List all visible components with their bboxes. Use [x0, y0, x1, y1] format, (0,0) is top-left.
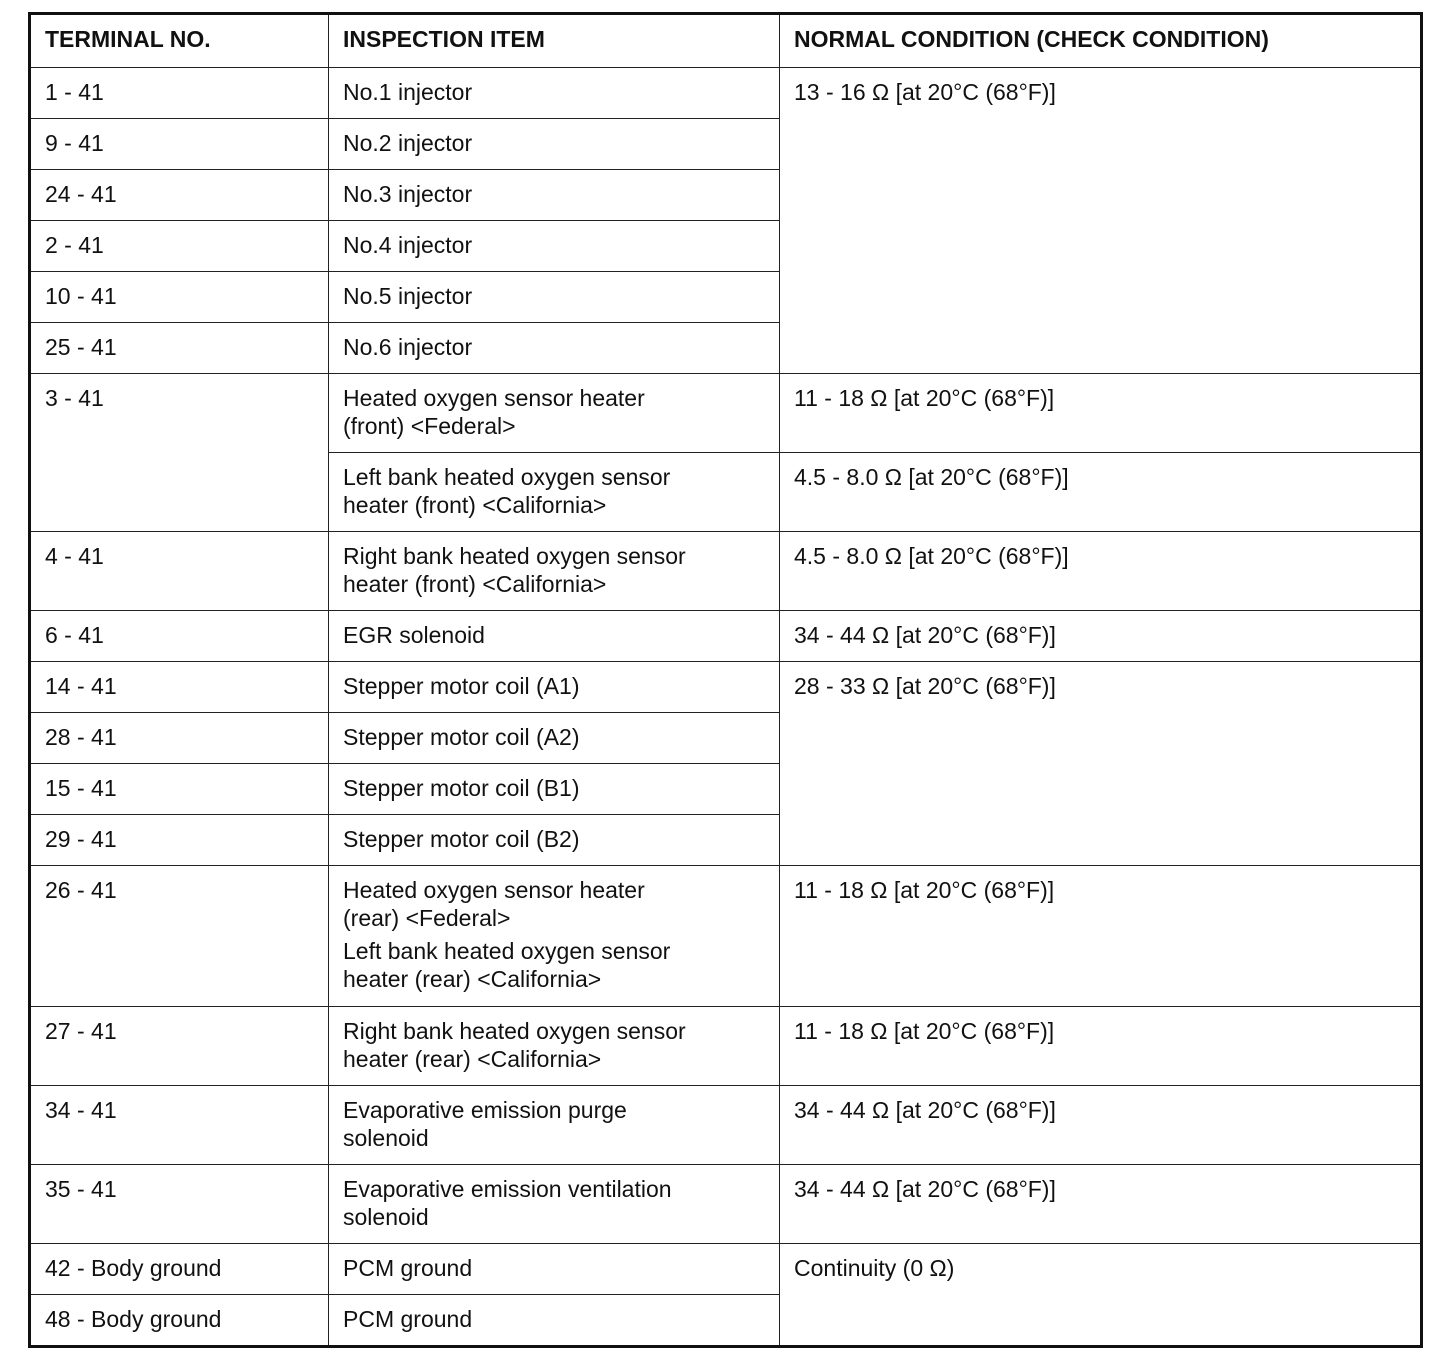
item-cell [329, 866, 780, 1007]
terminal-cell: 6 - 41 [30, 611, 329, 662]
item-cell [329, 1295, 780, 1347]
terminal-cell: 10 - 41 [30, 272, 329, 323]
condition-cell: 11 - 18 Ω [at 20°C (68°F)] [780, 1007, 1422, 1086]
terminal-cell: 24 - 41 [30, 170, 329, 221]
item-line: heater (rear) <California> [343, 1046, 602, 1072]
header-inspection-item: INSPECTION ITEM [329, 14, 780, 68]
table-row [30, 1007, 1422, 1086]
table-row [30, 374, 1422, 453]
terminal-cell: 29 - 41 [30, 815, 329, 866]
item-cell [329, 221, 780, 272]
item-line: EGR solenoid [343, 622, 485, 648]
terminal-cell: 15 - 41 [30, 764, 329, 815]
terminal-cell: 35 - 41 [30, 1165, 329, 1244]
item-line: No.5 injector [343, 283, 473, 309]
terminal-cell: 26 - 41 [30, 866, 329, 1007]
item-cell [329, 374, 780, 453]
item-cell [329, 1244, 780, 1295]
item-cell [329, 532, 780, 611]
item-cell [329, 764, 780, 815]
item-line: Left bank heated oxygen sensor [343, 938, 671, 964]
terminal-cell: 28 - 41 [30, 713, 329, 764]
item-cell [329, 119, 780, 170]
item-cell [329, 272, 780, 323]
condition-cell: 34 - 44 Ω [at 20°C (68°F)] [780, 611, 1422, 662]
item-line: Evaporative emission purge [343, 1097, 627, 1123]
item-line: No.4 injector [343, 232, 473, 258]
table-row [30, 532, 1422, 611]
item-line: heater (front) <California> [343, 571, 607, 597]
condition-cell: Continuity (0 Ω) [780, 1244, 1422, 1347]
condition-cell: 13 - 16 Ω [at 20°C (68°F)] [780, 68, 1422, 374]
terminal-cell: 14 - 41 [30, 662, 329, 713]
item-line: solenoid [343, 1204, 429, 1230]
condition-cell: 28 - 33 Ω [at 20°C (68°F)] [780, 662, 1422, 866]
item-line: No.6 injector [343, 334, 473, 360]
header-normal-condition: NORMAL CONDITION (CHECK CONDITION) [780, 14, 1422, 68]
terminal-cell: 3 - 41 [30, 374, 329, 532]
terminal-cell: 2 - 41 [30, 221, 329, 272]
header-row [30, 14, 1422, 68]
item-line: Stepper motor coil (A2) [343, 724, 580, 750]
item-line: heater (front) <California> [343, 492, 607, 518]
condition-cell: 34 - 44 Ω [at 20°C (68°F)] [780, 1086, 1422, 1165]
item-cell [329, 662, 780, 713]
table-row [30, 68, 1422, 119]
terminal-cell: 42 - Body ground [30, 1244, 329, 1295]
terminal-cell: 27 - 41 [30, 1007, 329, 1086]
condition-cell: 11 - 18 Ω [at 20°C (68°F)] [780, 374, 1422, 453]
table-row [30, 1086, 1422, 1165]
item-cell [329, 1165, 780, 1244]
item-line: Heated oxygen sensor heater [343, 877, 645, 903]
table-row [30, 1244, 1422, 1295]
item-line: Heated oxygen sensor heater [343, 385, 645, 411]
table-row [30, 662, 1422, 713]
condition-cell: 4.5 - 8.0 Ω [at 20°C (68°F)] [780, 453, 1422, 532]
item-line: Stepper motor coil (A1) [343, 673, 580, 699]
inspection-table [28, 12, 1423, 1348]
table-row [30, 1165, 1422, 1244]
item-line: Stepper motor coil (B1) [343, 775, 580, 801]
item-line: PCM ground [343, 1306, 473, 1332]
item-cell [329, 815, 780, 866]
item-line: Stepper motor coil (B2) [343, 826, 580, 852]
item-cell [329, 170, 780, 221]
terminal-cell: 34 - 41 [30, 1086, 329, 1165]
table-row [30, 611, 1422, 662]
item-cell [329, 713, 780, 764]
item-cell [329, 1007, 780, 1086]
condition-cell: 11 - 18 Ω [at 20°C (68°F)] [780, 866, 1422, 1007]
terminal-cell: 4 - 41 [30, 532, 329, 611]
item-line: Right bank heated oxygen sensor [343, 1018, 686, 1044]
item-line: No.1 injector [343, 79, 473, 105]
item-line: PCM ground [343, 1255, 473, 1281]
item-line: No.2 injector [343, 130, 473, 156]
item-line: heater (rear) <California> [343, 966, 602, 992]
item-cell [329, 323, 780, 374]
item-line: Evaporative emission ventilation [343, 1176, 672, 1202]
item-line: Right bank heated oxygen sensor [343, 543, 686, 569]
terminal-cell: 9 - 41 [30, 119, 329, 170]
item-cell [329, 68, 780, 119]
condition-cell: 34 - 44 Ω [at 20°C (68°F)] [780, 1165, 1422, 1244]
item-cell [329, 453, 780, 532]
item-line: (rear) <Federal> [343, 905, 511, 931]
item-line: Left bank heated oxygen sensor [343, 464, 671, 490]
terminal-cell: 1 - 41 [30, 68, 329, 119]
item-line: No.3 injector [343, 181, 473, 207]
header-terminal-no: TERMINAL NO. [30, 14, 329, 68]
item-line: solenoid [343, 1125, 429, 1151]
item-cell [329, 611, 780, 662]
terminal-cell: 25 - 41 [30, 323, 329, 374]
terminal-cell: 48 - Body ground [30, 1295, 329, 1347]
item-line: (front) <Federal> [343, 413, 516, 439]
condition-cell: 4.5 - 8.0 Ω [at 20°C (68°F)] [780, 532, 1422, 611]
item-cell [329, 1086, 780, 1165]
table-row [30, 866, 1422, 1007]
